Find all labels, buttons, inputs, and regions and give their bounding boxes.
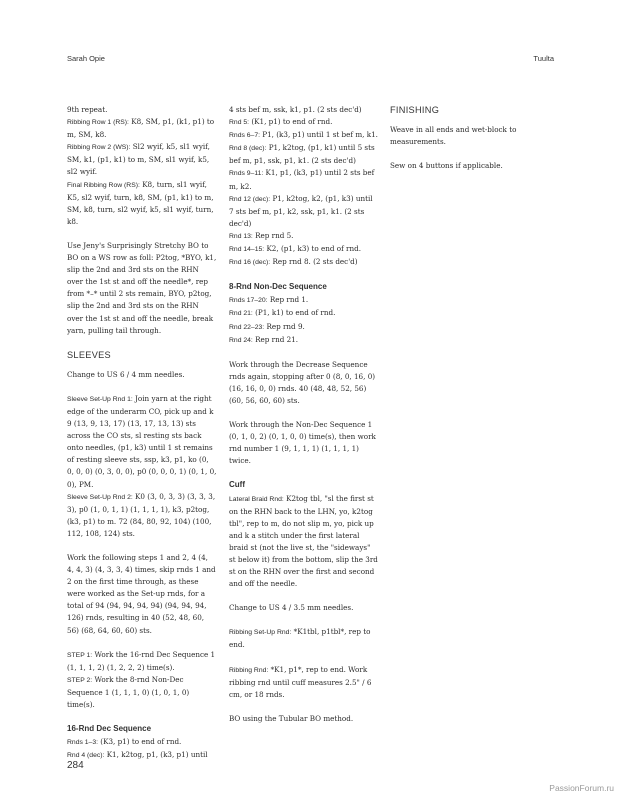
rnds-17-20-text: Rep rnd 1. xyxy=(267,295,309,305)
rnd-24-label: Rnd 24: xyxy=(229,336,253,344)
rnd-5-text: (K1, p1) to end of rnd. xyxy=(249,117,333,127)
rnds-6-7 xyxy=(229,129,379,142)
rnd-13-text: Rep rnd 5. xyxy=(252,230,294,240)
step-2-text: Work the 8-rnd Non-Dec Sequence 1 (1, 1, 1, 0) (1, 0, 1, 0) time(s). xyxy=(67,674,190,710)
ribbing-row-1-text: K8, SM, p1, (k1, p1) to m, SM, k8. xyxy=(67,117,215,140)
finishing-heading: FINISHING xyxy=(390,105,440,115)
non-dec-sequence-heading: 8-Rnd Non-Dec Sequence xyxy=(229,282,327,292)
rnd-24 xyxy=(229,334,379,347)
rnd-16 xyxy=(229,256,379,269)
rnd-13 xyxy=(229,230,379,243)
rnd-14-15-label: Rnd 14–15: xyxy=(229,246,265,254)
column-3 xyxy=(390,104,540,184)
rnds-17-20-label: Rnds 17–20: xyxy=(229,297,268,305)
ribbing-rnd-label: Ribbing Rnd: xyxy=(229,666,269,674)
rnd-14-15-text: K2, (p1, k3) to end of rnd. xyxy=(264,244,362,254)
ribbing-row-1 xyxy=(67,116,217,141)
step-1-label: STEP 1: xyxy=(67,651,93,659)
rnd-13-label: Rnd 13: xyxy=(229,232,253,240)
final-ribbing-row-label: Final Ribbing Row (RS): xyxy=(67,181,140,189)
rnd-4-continued: 4 sts bef m, ssk, k1, p1. (2 sts dec'd) xyxy=(229,105,362,114)
rnd-12-text: P1, k2tog, k2, (p1, k3) until 7 sts bef m, p1, k2, ssk, p1, k1. (2 sts dec'd) xyxy=(229,193,373,228)
column-2 xyxy=(229,104,379,725)
rnd-4-text: K1, k2tog, p1, (k3, p1) until xyxy=(104,750,208,760)
watermark: PassionForum.ru xyxy=(549,783,614,793)
rnds-9-11 xyxy=(229,167,379,192)
lateral-braid-rnd xyxy=(229,493,379,591)
steps-paragraph: Work the following steps 1 and 2, 4 (4, 4, 4, 3) (4, 3, 3, 4) times, skip rnds 1 and 2 on the first time through, as these were worked as the Set-up rnds, for a total of 94 (94, 94, 94, 94) (94, 94, 94, 126) rnds, resulting in 40 (52, 48, 60, 56) (68, 64, 60, 60) sts. xyxy=(67,553,216,635)
work-dec-paragraph: Work through the Decrease Sequence rnds again, stopping after 0 (8, 0, 16, 0) (16, 16, 0, 0) rnds. 40 (48, 48, 52, 56) (60, 56, 60, 60) sts. xyxy=(229,359,376,405)
rnds-6-7-label: Rnds 6–7: xyxy=(229,132,260,140)
final-ribbing-row-text: K8, turn, sl1 wyif, K5, sl2 wyif, turn, k8, SM, (p1, k1) to m, SM, k8, turn, sl2 wyif, k5, sl1 wyif, turn, k8. xyxy=(67,179,214,226)
rnd-16-label: Rnd 16 (dec): xyxy=(229,259,271,267)
work-nondec-paragraph: Work through the Non-Dec Sequence 1 (0, 1, 0, 2) (0, 1, 0, 0) time(s), then work rnd number 1 (9, 1, 1, 1) (1, 1, 1, 1) twice. xyxy=(229,420,376,466)
rnd-21-text: (P1, k1) to end of rnd. xyxy=(252,308,336,318)
ribbing-row-2-text: Sl2 wyif, k5, sl1 wyif, SM, k1, (p1, k1) to m, SM, sl1 wyif, k5, sl2 wyif. xyxy=(67,142,210,177)
rnd-8-label: Rnd 8 (dec): xyxy=(229,145,267,153)
rnds-1-3-label: Rnds 1–3: xyxy=(67,739,98,747)
sleeve-setup-rnd-2-label: Sleeve Set-Up Rnd 2: xyxy=(67,493,133,501)
rnd-8 xyxy=(229,142,379,167)
weave-paragraph: Weave in all ends and wet-block to measurements. xyxy=(390,125,517,147)
rnds-6-7-text: P1, (k3, p1) until 1 st bef m, k1. xyxy=(259,130,378,140)
step-1-text: Work the 16-rnd Dec Sequence 1 (1, 1, 1, 2) (1, 2, 2, 2) time(s). xyxy=(67,649,216,672)
needle-change-line: Change to US 4 / 3.5 mm needles. xyxy=(229,603,354,613)
sleeve-setup-rnd-1 xyxy=(67,393,217,491)
rnds-1-3-text: (K3, p1) to end of rnd. xyxy=(97,737,182,747)
rnd-22-23-label: Rnd 22–23: xyxy=(229,323,265,331)
sleeve-setup-rnd-1-text: Join yarn at the right edge of the underarm CO, pick up and k 9 (13, 9, 13, 17) (13, 17, 13, 13) sts across the CO sts, sl resting sts back onto needles, (p1, k3) until 1 st remains of resting sleeve sts, ssp, k3, p1, ko (0, 0, 0, 0) (0, 3, 0, 0), p0 (0, 0, 0, 1) (0, 1, 0, 0), PM. xyxy=(67,393,217,489)
bind-off-paragraph: Use Jeny's Surprisingly Stretchy BO to BO on a WS row as foll: P2tog, *BYO, k1, slip the 2nd and 3rd sts on the RHN over the 1st st and off the needle*, rep from *–* until 2 sts remain, BYO, p2tog, slip the 2nd and 3rd sts on the RHN over the 1st st and off the needle, break yarn, pulling tail through. xyxy=(67,240,217,335)
ribbing-setup-rnd-label: Ribbing Set-Up Rnd: xyxy=(229,629,292,637)
rnd-8-text: P1, k2tog, (p1, k1) until 5 sts bef m, p1, ssk, p1, k1. (2 sts dec'd) xyxy=(229,143,375,166)
sleeves-needle-change: Change to US 6 / 4 mm needles. xyxy=(67,369,185,379)
sleeves-heading: SLEEVES xyxy=(67,349,111,360)
final-ribbing-row xyxy=(67,179,217,228)
rnd-22-23-text: Rep rnd 9. xyxy=(264,321,305,331)
buttons-paragraph: Sew on 4 buttons if applicable. xyxy=(390,161,503,171)
rnd-22-23 xyxy=(229,321,379,334)
rnds-9-11-label: Rnds 9–11: xyxy=(229,170,264,178)
rnd-16-text: Rep rnd 8. (2 sts dec'd) xyxy=(270,257,358,267)
sleeve-setup-rnd-2-text: K0 (3, 0, 3, 3) (3, 3, 3, 3), p0 (1, 0, 1, 1) (1, 1, 1, 1), k3, p2tog, (k3, p1) to m. 72 (84, 80, 92, 104) (100, 112, 108, 124) sts. xyxy=(67,491,216,538)
ribbing-rnd-text: *K1, p1*, rep to end. Work ribbing rnd until cuff measures 2.5" / 6 cm, or 18 rnds. xyxy=(229,664,372,699)
rnds-17-20 xyxy=(229,294,379,307)
rnds-9-11-text: K1, p1, (k3, p1) until 2 sts bef m, k2. xyxy=(229,168,375,191)
rnd-12 xyxy=(229,193,379,230)
intro-line: 9th repeat. xyxy=(67,105,108,114)
rnd-24-text: Rep rnd 21. xyxy=(252,334,299,344)
step-1 xyxy=(67,649,217,674)
lateral-braid-rnd-text: K2tog tbl, "sl the first st on the RHN back to the LHN, yo, k2tog tbl", rep to m, do not slip m, yo, pick up and k a stitch under the first lateral braid st (not the live st, the "sideways" st below it) from the bottom, slip the 3rd st on the RHN over the first and second and off the needle. xyxy=(229,493,378,589)
page-number: 284 xyxy=(67,760,84,771)
rnd-21-label: Rnd 21: xyxy=(229,310,253,318)
ribbing-row-2 xyxy=(67,141,217,178)
lateral-braid-rnd-label: Lateral Braid Rnd: xyxy=(229,495,284,503)
rnds-1-3 xyxy=(67,736,217,749)
sleeve-setup-rnd-2 xyxy=(67,491,217,540)
rnd-14-15 xyxy=(229,243,379,256)
bind-off-line: BO using the Tubular BO method. xyxy=(229,713,354,723)
ribbing-row-1-label: Ribbing Row 1 (RS): xyxy=(67,119,129,127)
rnd-5-label: Rnd 5: xyxy=(229,119,250,127)
running-header-author: Sarah Opie xyxy=(67,54,105,63)
ribbing-setup-rnd-text: *K1tbl, p1tbl*, rep to end. xyxy=(229,627,371,650)
rnd-5 xyxy=(229,116,379,129)
sleeve-setup-rnd-1-label: Sleeve Set-Up Rnd 1: xyxy=(67,395,133,403)
ribbing-row-2-label: Ribbing Row 2 (WS): xyxy=(67,144,131,152)
rnd-4-label: Rnd 4 (dec): xyxy=(67,752,105,760)
ribbing-setup-rnd xyxy=(229,626,379,651)
column-1 xyxy=(67,104,217,762)
rnd-12-label: Rnd 12 (dec): xyxy=(229,195,271,203)
rnd-4 xyxy=(67,749,217,762)
running-header-title: Tuulta xyxy=(533,54,554,63)
step-2-label: STEP 2: xyxy=(67,676,93,684)
rnd-21 xyxy=(229,307,379,320)
dec-sequence-heading: 16-Rnd Dec Sequence xyxy=(67,724,152,734)
cuff-heading: Cuff xyxy=(229,480,245,490)
ribbing-rnd xyxy=(229,664,379,701)
step-2 xyxy=(67,674,217,711)
